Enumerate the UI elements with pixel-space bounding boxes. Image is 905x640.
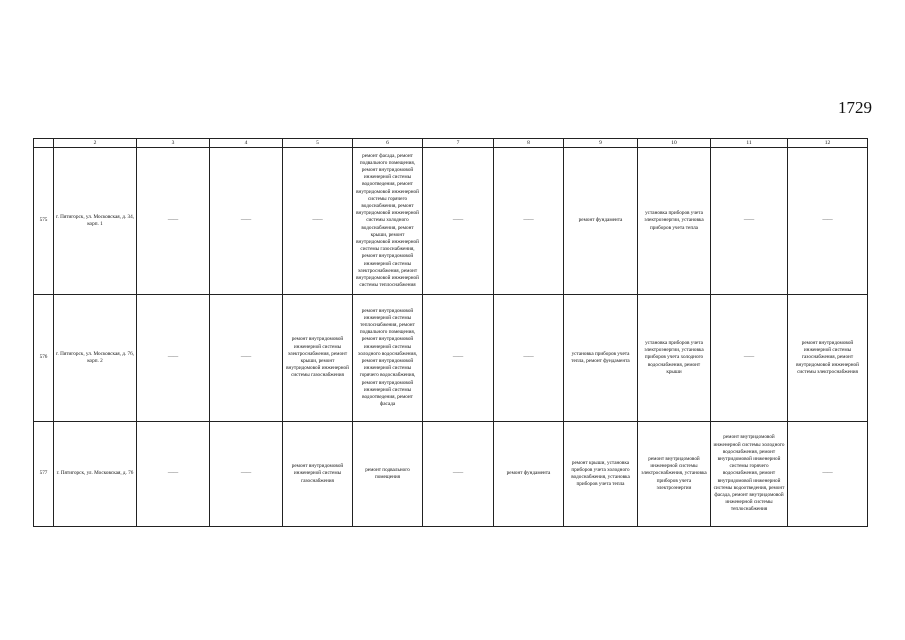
table-cell: ——: [494, 295, 564, 422]
column-header: [34, 139, 54, 148]
row-number: 576: [34, 295, 54, 422]
table-row: [34, 422, 868, 527]
column-header: 12: [788, 139, 868, 148]
table-cell: ——: [283, 148, 353, 295]
table-cell: ——: [423, 422, 494, 527]
table-cell: установка приборов учета тепла, ремонт фундамента: [564, 295, 638, 422]
table-cell: ——: [210, 148, 283, 295]
table-cell: ——: [137, 295, 210, 422]
row-number: 575: [34, 148, 54, 295]
table-cell: ——: [494, 148, 564, 295]
table-cell: ——: [788, 422, 868, 527]
column-header: 8: [494, 139, 564, 148]
column-header: 2: [54, 139, 137, 148]
table-cell: ремонт крыши, установка приборов учета холодного водоснабжения, установка приборов учета тепла: [564, 422, 638, 527]
table-cell: ——: [210, 422, 283, 527]
column-header: 6: [353, 139, 423, 148]
address-cell: г. Пятигорск, ул. Московская, д. 76, корп. 2: [54, 295, 137, 422]
header-row: [34, 139, 868, 148]
table-cell: ремонт фундамента: [494, 422, 564, 527]
column-header: 10: [638, 139, 711, 148]
table-row: [34, 295, 868, 422]
column-header: 3: [137, 139, 210, 148]
table-cell: ——: [711, 148, 788, 295]
table-cell: ремонт подвального помещения: [353, 422, 423, 527]
table-cell: ремонт внутридомовой инженерной системы теплоснабжения, ремонт подвального помещения, ремонт внутридомовой инженерной системы холодного водоснабжения, ремонт внутридомовой инженерной системы горячего водоснабжения, ремонт внутридомовой инженерной системы водоотведения, ремонт фасада: [353, 295, 423, 422]
column-header: 7: [423, 139, 494, 148]
table-header: [34, 139, 868, 148]
address-cell: г. Пятигорск, ул. Московская, д. 34, корп. 1: [54, 148, 137, 295]
table-cell: ——: [711, 295, 788, 422]
table-cell: ремонт внутридомовой инженерной системы электроснабжения, ремонт крыши, ремонт внутридомовой инженерной системы газоснабжения: [283, 295, 353, 422]
column-header: 4: [210, 139, 283, 148]
row-number: 577: [34, 422, 54, 527]
table-cell: ремонт внутридомовой инженерной системы газоснабжения: [283, 422, 353, 527]
table-cell: ремонт фасада, ремонт подвального помещения, ремонт внутридомовой инженерной системы водоотведения, ремонт внутридомовой инженерной системы горячего водоснабжения, ремонт внутридомовой инженерной системы холодного водоснабжения, ремонт крыши, ремонт внутридомовой инженерной системы газоснабжения, ремонт внутридомовой инженерной системы электроснабжения, ремонт внутридомовой инженерной системы теплоснабжения: [353, 148, 423, 295]
address-cell: г. Пятигорск, ул. Московская, д. 76: [54, 422, 137, 527]
table-cell: ——: [137, 422, 210, 527]
page-number: 1729: [838, 98, 872, 117]
column-header: 9: [564, 139, 638, 148]
table-cell: ——: [423, 295, 494, 422]
table-cell: ремонт внутридомовой инженерной системы электроснабжения, установка приборов учета электроэнергии: [638, 422, 711, 527]
column-header: 5: [283, 139, 353, 148]
table-cell: ремонт внутридомовой инженерной системы газоснабжения, ремонт внутридомовой инженерной системы электроснабжения: [788, 295, 868, 422]
table-cell: ремонт внутридомовой инженерной системы холодного водоснабжения, ремонт внутридомовой инженерной системы горячего водоснабжения, ремонт внутридомовой инженерной системы водоотведения, ремонт фасада, ремонт внутридомовой инженерной системы теплоснабжения: [711, 422, 788, 527]
table-cell: ——: [210, 295, 283, 422]
column-header: 11: [711, 139, 788, 148]
table-cell: ——: [423, 148, 494, 295]
table-cell: ремонт фундамента: [564, 148, 638, 295]
table-cell: ——: [137, 148, 210, 295]
table-cell: установка приборов учета электроэнергии, установка приборов учета тепла: [638, 148, 711, 295]
table-row: [34, 148, 868, 295]
table-cell: ——: [788, 148, 868, 295]
table-cell: установка приборов учета электроэнергии, установка приборов учета холодного водоснабжения, ремонт крыши: [638, 295, 711, 422]
work-register-table: [33, 138, 868, 527]
